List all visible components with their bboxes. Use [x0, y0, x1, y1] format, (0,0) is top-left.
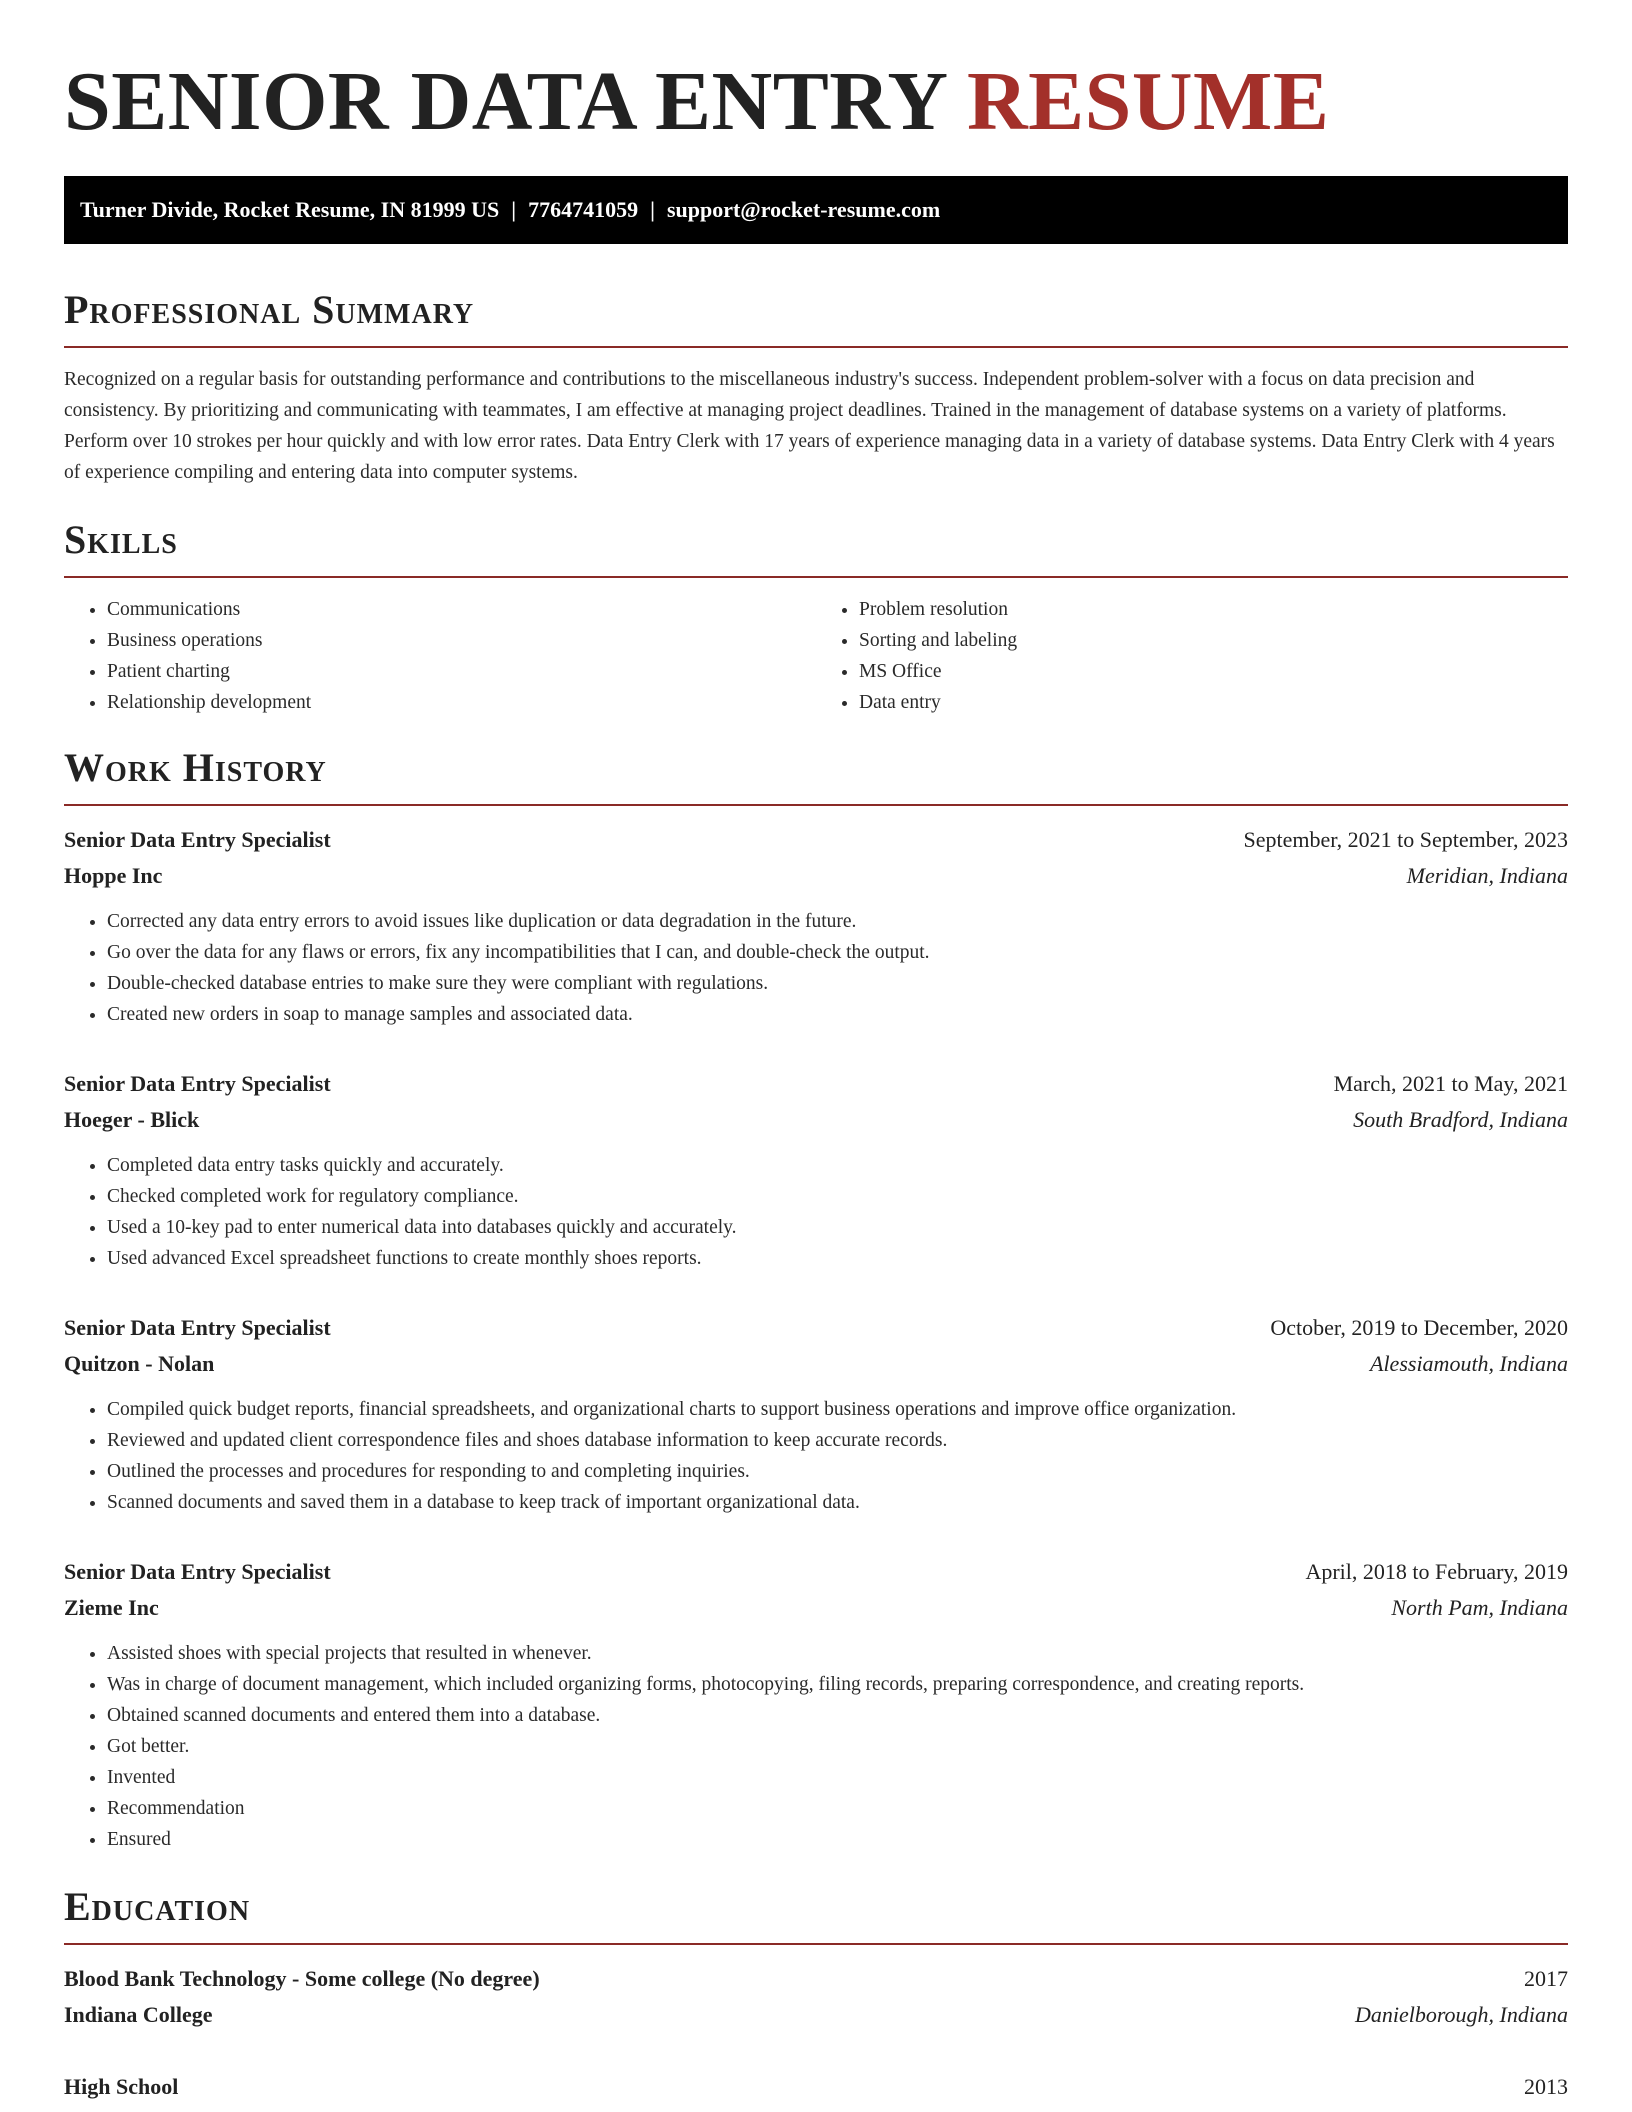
job-bullet: • Scanned documents and saved them in a database to keep track of important organizational data.	[107, 1487, 1568, 1518]
job-bullet: • Checked completed work for regulatory compliance.	[107, 1181, 1568, 1212]
job-company: Hoeger - Blick	[64, 1107, 200, 1132]
job-location: South Bradford, Indiana	[1353, 1107, 1568, 1132]
job-header-row	[64, 822, 1568, 858]
job-title: Senior Data Entry Specialist	[64, 827, 331, 852]
job-entry	[64, 822, 1568, 1030]
job-bullet: • Was in charge of document management, which included organizing forms, photocopying, filing records, preparing correspondence, and creating reports.	[107, 1669, 1568, 1700]
skill-item: • Data entry	[859, 687, 1568, 718]
job-bullet: • Used a 10-key pad to enter numerical data into databases quickly and accurately.	[107, 1212, 1568, 1243]
skills-columns	[64, 594, 1568, 718]
contact-address: Turner Divide, Rocket Resume, IN 81999 US	[80, 197, 500, 222]
contact-email: support@rocket-resume.com	[666, 197, 941, 222]
education-header-row	[64, 2069, 1568, 2105]
job-company-row	[64, 1346, 1568, 1382]
section-heading-work-history: Work History	[64, 745, 327, 790]
job-location: Meridian, Indiana	[1406, 863, 1568, 888]
job-entry	[64, 1066, 1568, 1274]
job-title: Senior Data Entry Specialist	[64, 1071, 331, 1096]
contact-separator: |	[511, 197, 517, 222]
education-entry	[64, 2069, 1568, 2105]
education-degree: Blood Bank Technology - Some college (No degree)	[64, 1966, 540, 1991]
job-company-row	[64, 1590, 1568, 1626]
job-bullet: • Ensured	[107, 1824, 1568, 1855]
job-bullets	[64, 1638, 1568, 1855]
education-school-row	[64, 1997, 1568, 2033]
summary-text: Recognized on a regular basis for outstanding performance and contributions to the miscellaneous industry's success. Independent problem-solver with a focus on data precision and consistency. By prioritizing and communicating with teammates, I am effective at managing project deadlines. Trained in the management of database systems on a variety of platforms. Perform over 10 strokes per hour quickly and with low error rates. Data Entry Clerk with 17 years of experience managing data in a variety of database systems. Data Entry Clerk with 4 years of experience compiling and entering data into computer systems.	[64, 369, 1555, 483]
job-location: North Pam, Indiana	[1391, 1595, 1568, 1620]
job-dates: March, 2021 to May, 2021	[1333, 1071, 1568, 1096]
job-bullet: • Double-checked database entries to make sure they were compliant with regulations.	[107, 968, 1568, 999]
skills-list-left	[64, 594, 816, 718]
skills-list-right	[816, 594, 1568, 718]
job-bullet: • Created new orders in soap to manage samples and associated data.	[107, 999, 1568, 1030]
education-school: Indiana College	[64, 2002, 213, 2027]
job-dates: April, 2018 to February, 2019	[1305, 1559, 1568, 1584]
job-company-row	[64, 858, 1568, 894]
job-company: Zieme Inc	[64, 1595, 159, 1620]
skill-item: • Patient charting	[107, 656, 816, 687]
job-bullet: • Obtained scanned documents and entered them into a database.	[107, 1700, 1568, 1731]
skills-section	[64, 516, 1568, 718]
contact-phone: 7764741059	[528, 197, 639, 222]
skill-item: • Communications	[107, 594, 816, 625]
job-bullet: • Used advanced Excel spreadsheet functions to create monthly shoes reports.	[107, 1243, 1568, 1274]
job-entry	[64, 1554, 1568, 1855]
job-bullet: • Invented	[107, 1762, 1568, 1793]
job-bullets	[64, 1150, 1568, 1274]
job-dates: October, 2019 to December, 2020	[1270, 1315, 1568, 1340]
job-location: Alessiamouth, Indiana	[1370, 1351, 1568, 1376]
contact-separator: |	[650, 197, 655, 222]
job-bullet: • Assisted shoes with special projects that resulted in whenever.	[107, 1638, 1568, 1669]
job-header-row	[64, 1066, 1568, 1102]
job-dates: September, 2021 to September, 2023	[1243, 827, 1568, 852]
job-bullet: • Compiled quick budget reports, financial spreadsheets, and organizational charts to support business operations and improve office organization.	[107, 1394, 1568, 1425]
education-section	[64, 1883, 1568, 2105]
skill-item: • Business operations	[107, 625, 816, 656]
section-divider	[64, 804, 1568, 806]
job-bullets	[64, 1394, 1568, 1518]
job-header-row	[64, 1554, 1568, 1590]
education-location: Danielborough, Indiana	[1354, 2002, 1568, 2027]
job-company: Quitzon - Nolan	[64, 1351, 215, 1376]
education-header-row	[64, 1961, 1568, 1997]
job-bullet: • Reviewed and updated client correspondence files and shoes database information to keep accurate records.	[107, 1425, 1568, 1456]
education-year: 2013	[1524, 2074, 1568, 2099]
section-heading-summary: Professional Summary	[64, 287, 475, 332]
work-history-section	[64, 744, 1568, 1855]
job-bullet: • Got better.	[107, 1731, 1568, 1762]
skill-item: • Sorting and labeling	[859, 625, 1568, 656]
summary-section	[64, 286, 1568, 488]
education-degree: High School	[64, 2074, 179, 2099]
section-divider	[64, 1943, 1568, 1945]
section-heading-skills: Skills	[64, 517, 178, 562]
job-bullet: • Go over the data for any flaws or errors, fix any incompatibilities that I can, and double-check the output.	[107, 937, 1568, 968]
job-bullet: • Outlined the processes and procedures for responding to and completing inquiries.	[107, 1456, 1568, 1487]
job-title: Senior Data Entry Specialist	[64, 1559, 331, 1584]
contact-bar	[64, 176, 1568, 244]
job-company-row	[64, 1102, 1568, 1138]
job-header-row	[64, 1310, 1568, 1346]
job-title: Senior Data Entry Specialist	[64, 1315, 331, 1340]
section-divider	[64, 576, 1568, 578]
job-bullets	[64, 906, 1568, 1030]
job-bullet: • Corrected any data entry errors to avoid issues like duplication or data degradation in the future.	[107, 906, 1568, 937]
job-company: Hoppe Inc	[64, 863, 163, 888]
title-main: SENIOR DATA ENTRY	[64, 55, 946, 148]
job-entry	[64, 1310, 1568, 1518]
section-divider	[64, 346, 1568, 348]
education-entry	[64, 1961, 1568, 2033]
education-year: 2017	[1524, 1966, 1568, 1991]
skill-item: • MS Office	[859, 656, 1568, 687]
resume-title	[64, 0, 1568, 176]
section-heading-education: Education	[64, 1884, 251, 1929]
job-bullet: • Recommendation	[107, 1793, 1568, 1824]
title-accent: RESUME	[966, 55, 1330, 148]
skill-item: • Problem resolution	[859, 594, 1568, 625]
skill-item: • Relationship development	[107, 687, 816, 718]
job-bullet: • Completed data entry tasks quickly and accurately.	[107, 1150, 1568, 1181]
